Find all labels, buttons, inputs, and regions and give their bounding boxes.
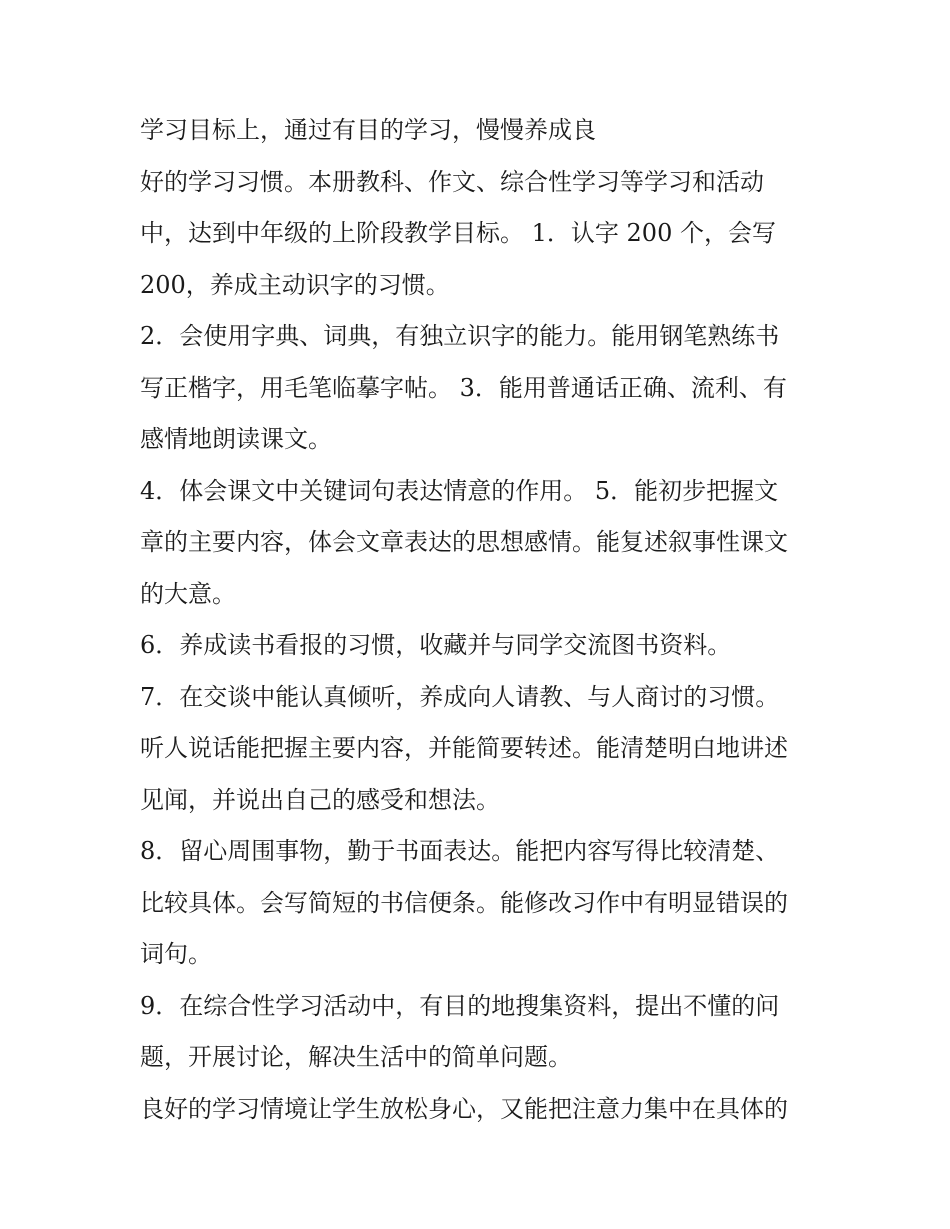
text-line: 章的主要内容，体会文章表达的思想感情。能复述叙事性课文 — [140, 528, 788, 556]
text-line: 的大意。 — [140, 579, 236, 608]
text-line: 8．留心周围事物，勤于书面表达。能把内容写得比较清楚、 — [140, 837, 780, 865]
text-line: 学习目标上，通过有目的学习，慢慢养成良 — [140, 116, 596, 144]
text-line: 听人说话能把握主要内容，并能简要转述。能清楚明白地讲述 — [140, 734, 788, 762]
text-line: 好的学习习惯。本册教科、作文、综合性学习等学习和活动 — [140, 167, 764, 196]
text-line: 9．在综合性学习活动中，有目的地搜集资料，提出不懂的问 — [140, 991, 780, 1020]
text-line: 200，养成主动识字的习惯。 — [140, 270, 450, 299]
text-line: 见闻，并说出自己的感受和想法。 — [140, 785, 500, 814]
text-line: 6．养成读书看报的习惯，收藏并与同学交流图书资料。 — [140, 631, 732, 659]
text-line: 比较具体。会写简短的书信便条。能修改习作中有明显错误的 — [140, 888, 788, 917]
text-line: 良好的学习情境让学生放松身心，又能把注意力集中在具体的 — [140, 1094, 788, 1123]
text-line: 词句。 — [140, 940, 212, 968]
text-line: 7．在交谈中能认真倾听，养成向人请教、与人商讨的习惯。 — [140, 682, 780, 711]
text-line: 中，达到中年级的上阶段教学目标。 1．认字 200 个，会写 — [140, 219, 776, 247]
text-line: 2．会使用字典、词典，有独立识字的能力。能用钢笔熟练书 — [140, 322, 780, 350]
body-text — [140, 105, 830, 1135]
text-line: 写正楷字，用毛笔临摹字帖。 3．能用普通话正确、流利、有 — [140, 373, 787, 402]
text-line: 感情地朗读课文。 — [140, 425, 332, 453]
text-line: 题，开展讨论，解决生活中的简单问题。 — [140, 1043, 572, 1071]
text-line: 4．体会课文中关键词句表达情意的作用。 5．能初步把握文 — [140, 476, 779, 505]
